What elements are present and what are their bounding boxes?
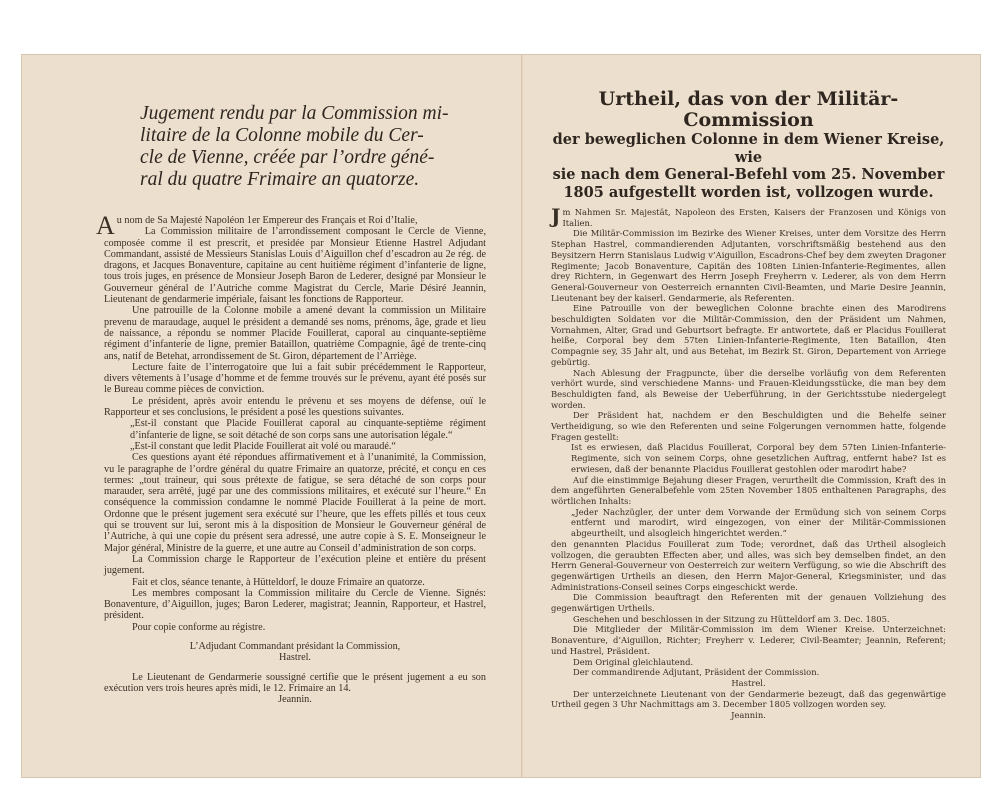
german-paragraph: Jm Nahmen Sr. Majestät, Napoleon des Ersten, Kaisers der Franzosen und Königs von Italien.	[551, 204, 946, 228]
german-question: Ist es erwiesen, daß Placidus Fouillerat, Corporal bey dem 57ten Linien-Infanterie-Regimente, sich von seinem Corps, ohne gesetzlichen Auftrag, entfernt habe? Ist es erwiesen, daß der benannte Placidus Fouillerat gestohlen oder marodirt habe?	[571, 442, 946, 474]
german-title-line: 1805 aufgestellt worden ist, vollzogen wurde.	[563, 183, 934, 201]
german-title	[551, 89, 946, 201]
german-title-line: Urtheil, das von der Militär-Commission	[598, 88, 899, 131]
german-paragraph: Geschehen und beschlossen in der Sitzung zu Hütteldorf am 3. Dec. 1805.	[573, 613, 890, 624]
french-column	[22, 55, 522, 777]
german-signature-name: Hastrel.	[731, 677, 766, 688]
french-title-line: litaire de la Colonne mobile du Cer-	[140, 125, 424, 146]
french-paragraph: Une patrouille de la Colonne mobile a amené devant la commission un Militaire prevenu de maraudage, auquel le président a demandé ses noms, prénoms, âge, grade et lieu de naissance, a répondu se nommer Placide Fouillerat, caporal au cinquante-septième régiment d’infanterie de ligne, premier Bataillon, quatrième Compagnie, âgé de trente-cinq ans, natif de Betehat, arrondissement de St. Giron, département de l’Arriège.	[104, 305, 486, 362]
french-dropcap: A	[96, 211, 115, 240]
german-paragraph: Die Militär-Commission im Bezirke des Wiener Kreises, unter dem Vorsitze des Herrn Stephan Hastrel, commandierenden Adjutanten, vorschriftsmäßig bestehend aus den Beysitzern Herrn Stanislaus Ludwig v’Aiguillon, Escadrons-Chef bey dem zweyten Dragoner Regimente; Jacob Bonaventure, Capitän des 108ten Linien-Infanterie-Regimentes, allen drey Richtern, in Gegenwart des Herrn Joseph Freyherrn v. Lederer, als von dem Herrn General-Gouverneur von Oesterreich ernannten Civil-Beamten, und Marie Desire Jeannin, Lieutenant bey der kaiserl. Gendarmerie, als Referenten.	[551, 228, 946, 303]
french-title-line: cle de Vienne, créée par l’ordre géné-	[140, 147, 435, 168]
german-paragraph: Der Präsident hat, nachdem er den Beschuldigten und die Behelfe seiner Vertheidigung, so wie den Referenten und seine Folgerungen vernommen hatte, folgende Fragen gestellt:	[551, 410, 946, 442]
german-paragraph: den genannten Placidus Fouillerat zum Tode; verordnet, daß das Urtheil alsogleich vollzogen, die geraubten Effecten aber, und alles, was sich bey demselben findet, an den Herrn General-Gouverneur von Oesterreich zur weitern Verfügung, so wie die Abschrift des gegenwärtigen Urtheils an diesen, den Herrn Major-General, Kriegsminister, und das Administrations-Conseil seines Corps eingeschickt werde.	[551, 538, 946, 592]
german-paragraph: Der unterzeichnete Lieutenant von der Gendarmerie bezeugt, daß das gegenwärtige Urtheil gegen 3 Uhr Nachmittags am 3. December 1805 vollzogen worden sey.	[551, 688, 946, 710]
german-paragraph: Nach Ablesung der Fragpuncte, über die derselbe vorläufig von dem Referenten verhört wurde, sind verschiedene Manns- und Frauen-Kleidungsstücke, die man bey dem Beschuldigten fand, als Beweise der Ueberführung, in der Gerichtsstube niedergelegt worden.	[551, 367, 946, 410]
german-signature-name: Jeannin.	[731, 710, 766, 721]
french-paragraph: Le président, après avoir entendu le prévenu et ses moyens de défense, ouï le Rapporteur et ses conclusions, le président a posé les questions suivantes.	[104, 395, 486, 419]
german-column	[523, 55, 980, 777]
french-paragraph: Au nom de Sa Majesté Napoléon 1er Empereur des Français et Roi d’Italie,	[96, 211, 418, 240]
french-paragraph: Fait et clos, séance tenante, à Hütteldorf, le douze Frimaire an quatorze.	[132, 576, 425, 588]
french-paragraph: La Commission charge le Rapporteur de l’exécution pleine et entière du présent jugement.	[104, 553, 486, 577]
french-title-line: Jugement rendu par la Commission mi-	[140, 103, 449, 124]
printed-broadside	[22, 55, 980, 777]
french-question: „Est-il constant que Placide Fouillerat caporal au cinquante-septième régiment d’infanterie de ligne, se soit détaché de son corps sans une autorisation légale.“	[130, 418, 486, 441]
french-signature-line: L’Adjudant Commandant présidant la Commission,	[189, 640, 401, 652]
french-title-line: ral du quatre Frimaire an quatorze.	[140, 169, 420, 190]
german-paragraph: Die Mitglieder der Militär-Commission im dem Wiener Kreise. Unterzeichnet: Bonaventure, d’Aiguillon, Richter; Freyherr v. Lederer, Civil-Beamter; Jeannin, Referent; und Hastrel, Präsident.	[551, 624, 946, 656]
french-title	[140, 103, 486, 191]
french-paragraph: La Commission militaire de l’arrondissement composant le Cercle de Vienne, composée comme il est prescrit, et presidée par Monsieur Etienne Hastrel Adjudant Commandant, assisté de Messieurs Stanislas Louis d’Aiguillon chef d’escadron au 2e rég. de dragons, et Jacques Bonaventure, capitaine au cent huitième régiment d’infanterie de ligne, tous trois juges, en présence de Monsieur Joseph Baron de Lederer, designé par Monsieur le Gouverneur général de l’Autriche comme Magistrat du Cercle, Marie Désiré Jeannin, Lieutenant de gendarmerie impériale, faisant les fonctions de Rapporteur.	[104, 226, 486, 306]
french-paragraph: Les membres composant la Commission militaire du Cercle de Vienne. Signés: Bonaventure, d’Aiguillon, juges; Baron Lederer, magistrat; Jeannin, Rapporteur, et Hastrel, président.	[104, 587, 486, 622]
french-question: „Est-il constant que ledit Placide Fouillerat ait volé ou maraudé.“	[130, 440, 396, 452]
french-paragraph: Ces questions ayant été répondues affirmativement et à l’unanimité, la Commission, vu le paragraphe de l’ordre général du quatre Frimaire an quatorze, précité, et conçu en ces termes: „tout traineur, qui sous prétexte de fatigue, se sera détaché de son corps pour marauder, sera arrêté, jugé par une des commissions militaires, et exécuté sur l’heure.“ En conséquence la commission condamne le nommé Placide Fouillerat à la peine de mort. Ordonne que le présent jugement sera exécuté sur l’heure, que les effets pillés et tous ceux qui se trouvent sur lui, seront mis à la disposition de Monsieur le Gouverneur général de l’Autriche, à qui une copie du présent sera adressé, une autre copie à S. E. Monseigneur le Major général, Ministre de la guerre, et une autre au Conseil d’administration de son corps.	[104, 452, 486, 554]
german-paragraph: Eine Patrouille von der beweglichen Colonne brachte einen des Marodirens beschuldigten Soldaten vor die Militär-Commission, den der Präsident um Nahmen, Vornahmen, Alter, Grad und Geburtsort befragte. Er antwortete, daß er Placidus Fouillerat heiße, Corporal bey dem 57ten Linien-Infanterie-Regimente, 1ten Bataillon, 4ten Compagnie sey, 35 Jahr alt, und aus Betehat, im Bezirk St. Giron, Departement von Arriege gebürtig.	[551, 303, 946, 367]
french-paragraph: Le Lieutenant de Gendarmerie soussigné certifie que le présent jugement a eu son exécution vers trois heures après midi, le 12. Frimaire an 14.	[104, 671, 486, 694]
french-paragraph: Lecture faite de l’interrogatoire que lui a fait subir précédemment le Rapporteur, divers vêtements à l’usage d’homme et de femme trouvés sur le prévenu, ayant été posés sur le Bureau comme pièces de conviction.	[104, 361, 486, 396]
german-dropcap: J	[551, 204, 561, 228]
french-paragraph: Pour copie conforme au régistre.	[132, 621, 266, 633]
german-paragraph: Auf die einstimmige Bejahung dieser Fragen, verurtheilt die Commission, Kraft des in dem angeführten Generalbefehle vom 25ten November 1805 enthaltenen Paragraphs, des wörtlichen Inhalts:	[551, 474, 946, 506]
french-signature-name: Hastrel.	[279, 652, 311, 664]
german-paragraph: Der commandirende Adjutant, Präsident der Commission.	[573, 667, 820, 678]
german-quote: „Jeder Nachzügler, der unter dem Vorwande der Ermüdung sich von seinem Corps entfernt und marodirt, wird eingezogen, von einer der Militär-Commissionen abgeurtheilt, und alsogleich hingerichtet werden.“	[571, 506, 946, 539]
french-signature-name: Jeannin.	[278, 694, 312, 706]
german-paragraph: Dem Original gleichlautend.	[573, 656, 694, 667]
german-title-line: sie nach dem General-Befehl vom 25. November	[552, 166, 945, 183]
german-paragraph: Die Commission beauftragt den Referenten mit der genauen Vollziehung des gegenwärtigen Urtheils.	[551, 592, 946, 614]
german-title-line: der beweglichen Colonne in dem Wiener Kreise, wie	[552, 131, 945, 166]
